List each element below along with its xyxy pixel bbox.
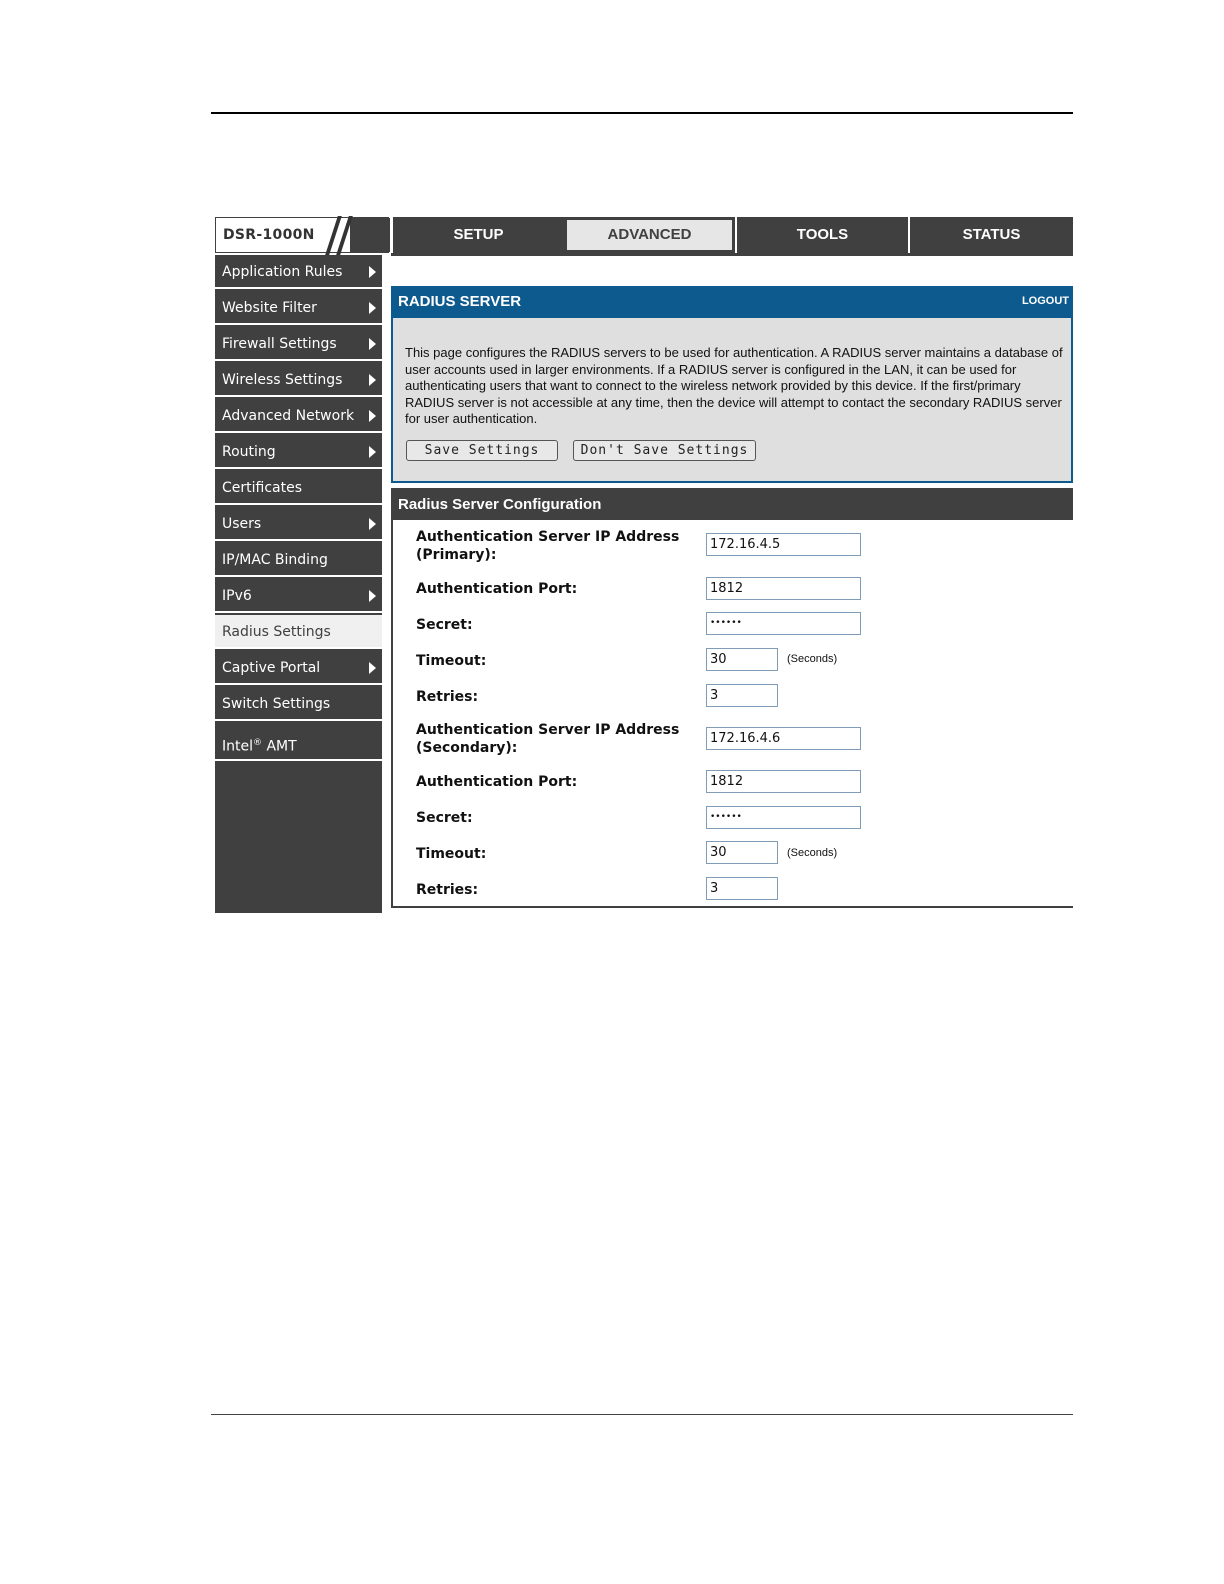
sidebar-item-label: Certificates <box>222 480 303 496</box>
sidebar-item-routing[interactable] <box>215 435 382 469</box>
sidebar-item-label: IP/MAC Binding <box>222 552 328 568</box>
secondary-port-label: Authentication Port: <box>416 774 578 790</box>
sidebar-item-label: Captive Portal <box>222 660 321 676</box>
page-bottom-rule <box>211 1414 1073 1415</box>
secondary-retries-field[interactable]: 3 <box>706 877 778 900</box>
product-logo <box>215 217 389 253</box>
sidebar-item-label-suffix: AMT <box>262 738 297 755</box>
primary-secret-field[interactable]: •••••• <box>706 612 861 635</box>
sidebar-item-certificates[interactable] <box>215 471 382 505</box>
section-title: Radius Server Configuration <box>398 496 602 513</box>
tab-tools[interactable]: TOOLS <box>735 217 908 253</box>
chevron-right-icon <box>369 374 376 386</box>
sidebar-divider <box>382 255 386 913</box>
sidebar-item-wireless-settings[interactable] <box>215 363 382 397</box>
secondary-ip-label-line2: (Secondary): <box>416 740 518 756</box>
primary-timeout-label: Timeout: <box>416 653 487 669</box>
sidebar-item-label: Wireless Settings <box>222 372 343 388</box>
sidebar-item-radius-settings[interactable] <box>215 615 382 649</box>
primary-ip-label <box>416 528 679 564</box>
product-logo-text: DSR-1000N <box>223 227 315 243</box>
sidebar-item-label: Switch Settings <box>222 696 331 712</box>
page-title: RADIUS SERVER <box>398 293 522 310</box>
chevron-right-icon <box>369 338 376 350</box>
sidebar-item-label: Routing <box>222 444 276 460</box>
primary-secret-label: Secret: <box>416 617 473 633</box>
secondary-port-field[interactable]: 1812 <box>706 770 861 793</box>
page-top-rule <box>211 112 1073 114</box>
logo-dark-area <box>350 218 390 252</box>
chevron-right-icon <box>369 446 376 458</box>
secondary-secret-field[interactable]: •••••• <box>706 806 861 829</box>
logout-link[interactable]: LOGOUT <box>1021 295 1069 307</box>
save-settings-button[interactable]: Save Settings <box>406 440 558 461</box>
sidebar-item-website-filter[interactable] <box>215 291 382 325</box>
registered-mark: ® <box>253 738 262 748</box>
chevron-right-icon <box>369 662 376 674</box>
dont-save-settings-button[interactable]: Don't Save Settings <box>573 440 756 461</box>
secondary-timeout-field[interactable]: 30 <box>706 841 778 864</box>
sidebar-item-firewall-settings[interactable] <box>215 327 382 361</box>
sidebar-item-label: Radius Settings <box>222 624 331 640</box>
sidebar-item-label: Firewall Settings <box>222 336 337 352</box>
sidebar <box>215 255 386 913</box>
sidebar-item-captive-portal[interactable] <box>215 651 382 685</box>
secondary-ip-label-line1: Authentication Server IP Address <box>416 722 680 738</box>
secondary-timeout-label: Timeout: <box>416 846 487 862</box>
secondary-retries-label: Retries: <box>416 882 479 898</box>
sidebar-item-label: Application Rules <box>222 264 343 280</box>
chevron-right-icon <box>369 518 376 530</box>
sidebar-item-label: Website Filter <box>222 300 317 316</box>
config-header <box>391 488 1073 520</box>
tab-bar-divider <box>391 253 1073 256</box>
page-description: This page configures the RADIUS servers to be used for authentication. A RADIUS server maintains a database of user accounts used in larger environments. If a RADIUS server is configured in the LAN, it can be used for authenticating users that want to connect to the wireless network provided by this device. If the first/primary RADIUS server is not accessible at any time, then the device will attempt to contact the secondary RADIUS server for user authentication. <box>405 345 1063 426</box>
primary-retries-label: Retries: <box>416 689 479 705</box>
chevron-right-icon <box>369 590 376 602</box>
chevron-right-icon <box>369 302 376 314</box>
primary-retries-field[interactable]: 3 <box>706 684 778 707</box>
tab-advanced[interactable]: ADVANCED <box>564 217 735 253</box>
sidebar-item-users[interactable] <box>215 507 382 541</box>
sidebar-item-ipv6[interactable] <box>215 579 382 613</box>
primary-port-label: Authentication Port: <box>416 581 578 597</box>
sidebar-item-label: Users <box>222 516 262 532</box>
primary-ip-field[interactable]: 172.16.4.5 <box>706 533 861 556</box>
primary-timeout-field[interactable]: 30 <box>706 648 778 671</box>
sidebar-item-label: Advanced Network <box>222 408 355 424</box>
sidebar-item-application-rules[interactable] <box>215 255 382 289</box>
chevron-right-icon <box>369 266 376 278</box>
sidebar-item-advanced-network[interactable] <box>215 399 382 433</box>
primary-ip-label-line1: Authentication Server IP Address <box>416 529 680 545</box>
info-header <box>391 286 1073 318</box>
sidebar-item-ip-mac-binding[interactable] <box>215 543 382 577</box>
primary-port-field[interactable]: 1812 <box>706 577 861 600</box>
sidebar-item-label: IPv6 <box>222 588 252 604</box>
secondary-ip-field[interactable]: 172.16.4.6 <box>706 727 861 750</box>
tab-status[interactable]: STATUS <box>908 217 1073 253</box>
sidebar-item-switch-settings[interactable] <box>215 687 382 721</box>
primary-ip-label-line2: (Primary): <box>416 547 497 563</box>
tab-setup[interactable]: SETUP <box>391 217 564 253</box>
sidebar-item-label: Intel <box>222 738 253 755</box>
chevron-right-icon <box>369 410 376 422</box>
secondary-timeout-unit: (Seconds) <box>787 847 838 859</box>
sidebar-item-intel-amt[interactable] <box>215 723 382 761</box>
primary-timeout-unit: (Seconds) <box>787 653 838 665</box>
secondary-secret-label: Secret: <box>416 810 473 826</box>
secondary-ip-label <box>416 721 679 757</box>
